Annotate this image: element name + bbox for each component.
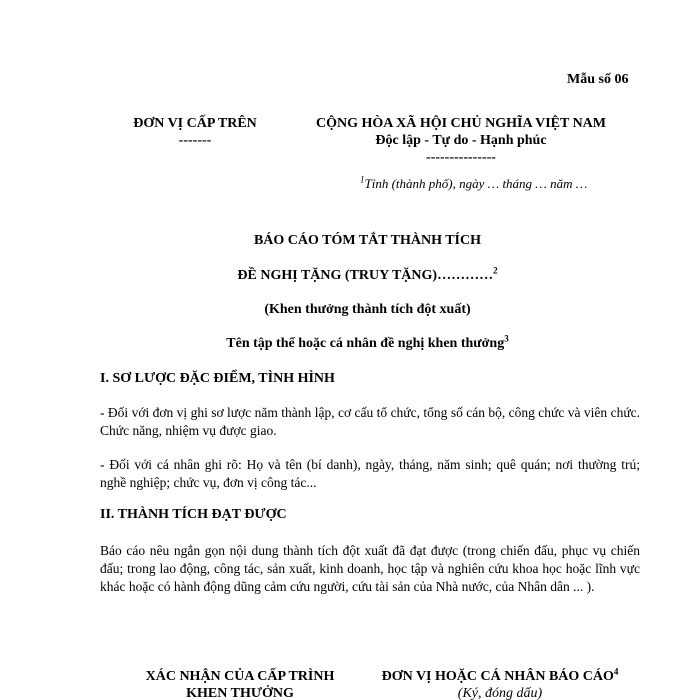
nation-name: CỘNG HÒA XÃ HỘI CHỦ NGHĨA VIỆT NAM [315, 116, 606, 131]
nation-motto: Độc lập - Tự do - Hạnh phúc [375, 133, 547, 148]
nominee-line [0, 333, 700, 352]
confirmation-line-1: XÁC NHẬN CỦA CẤP TRÌNH [145, 669, 335, 684]
reporter-title-text: ĐƠN VỊ HOẶC CÁ NHÂN BÁO CÁO [381, 669, 614, 684]
footnote-marker-3: 3 [504, 333, 509, 344]
confirmation-signature-block [110, 668, 370, 700]
place-date-line [360, 176, 587, 192]
nation-rule: --------------- [426, 150, 496, 165]
award-title-text: ĐỀ NGHỊ TẶNG (TRUY TẶNG)………… [237, 268, 494, 283]
nominee-text: Tên tập thể hoặc cá nhân đề nghị khen thưởng [226, 336, 505, 351]
reporter-title [360, 668, 640, 685]
person-info-paragraph: - Đối với cá nhân ghi rõ: Họ và tên (bí danh), ngày, tháng, năm sinh; quê quán; nơi thường trú; nghề nghiệp; chức vụ, đơn vị công tác... [100, 457, 640, 490]
form-number: Mẫu số 06 [567, 72, 629, 87]
unit-info-paragraph: - Đối với đơn vị ghi sơ lược năm thành lập, cơ cấu tổ chức, tổng số cán bộ, công chức và viên chức. Chức năng, nhiệm vụ được giao. [100, 405, 640, 438]
place-date-text: Tỉnh (thành phố), ngày … tháng … năm … [364, 176, 588, 191]
section-2-heading: II. THÀNH TÍCH ĐẠT ĐƯỢC [100, 507, 287, 522]
confirmation-line-2: KHEN THƯỞNG [186, 686, 294, 700]
reporter-signature-block [360, 668, 640, 700]
nation-block [298, 115, 624, 166]
footnote-marker-1: 1 [360, 174, 365, 185]
reporter-sign-note: (Ký, đóng dấu) [457, 686, 543, 700]
issuer-block [118, 115, 272, 149]
footnote-marker-4: 4 [613, 666, 619, 677]
achievement-paragraph: Báo cáo nêu ngắn gọn nội dung thành tích đột xuất đã đạt được (trong chiến đấu, phục vụ chiến đấu; trong lao động, công tác, sản xuất, kinh doanh, học tập và nghiên cứu khoa học hoặc lĩnh vực khác hoặc có hành động dũng cảm cứu người, cứu tài sản của Nhà nước, của Nhân dân ... ). [100, 543, 640, 594]
issuer-rule: ------- [178, 133, 212, 148]
issuer-name: ĐƠN VỊ CẤP TRÊN [133, 116, 257, 131]
award-title [0, 265, 700, 284]
document-title: BÁO CÁO TÓM TẮT THÀNH TÍCH [253, 233, 482, 248]
award-type-subtitle: (Khen thưởng thành tích đột xuất) [264, 302, 471, 317]
section-1-heading: I. SƠ LƯỢC ĐẶC ĐIỂM, TÌNH HÌNH [100, 371, 335, 386]
footnote-marker-2: 2 [493, 265, 498, 276]
